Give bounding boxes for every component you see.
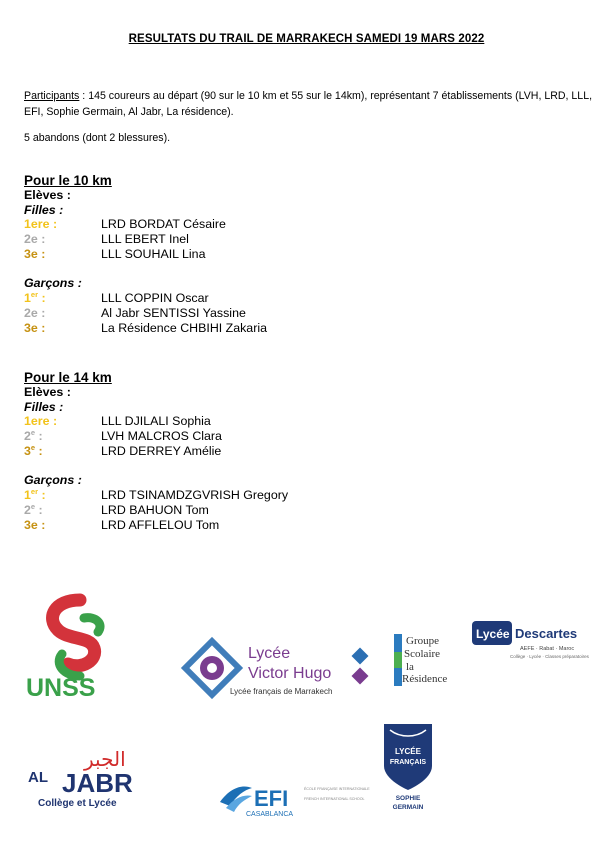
section-10km-title: Pour le 10 km <box>24 173 112 188</box>
runner-name: LLL DJILALI Sophia <box>101 414 211 429</box>
svg-text:JABR: JABR <box>62 768 133 798</box>
svg-text:Lycée: Lycée <box>476 627 510 641</box>
svg-text:SOPHIE: SOPHIE <box>395 795 421 802</box>
efi-logo <box>216 776 370 820</box>
svg-text:Groupe: Groupe <box>406 635 439 647</box>
svg-text:الجبر: الجبر <box>84 747 126 771</box>
result-row <box>24 217 226 232</box>
section-14km <box>24 370 289 533</box>
svg-text:Lycée: Lycée <box>248 645 291 662</box>
result-row <box>24 305 246 321</box>
lycee-descartes-logo <box>470 617 588 663</box>
result-row <box>24 486 289 503</box>
rank-label: 2e : <box>24 232 46 247</box>
eleves-label: Elèves : <box>24 188 71 202</box>
filles-label: Filles : <box>24 202 64 217</box>
result-row <box>24 247 206 262</box>
rank-label: 3e : <box>24 320 46 335</box>
rank-label: 1ere : <box>24 414 58 429</box>
svg-text:Collège · Lycée · Classes prép: Collège · Lycée · Classes préparatoires <box>510 654 589 659</box>
eleves-label: Elèves : <box>24 385 71 399</box>
rank-label: 2e : <box>24 305 46 320</box>
rank-label: 1er : <box>24 486 46 502</box>
runner-name: LLL SOUHAIL Lina <box>101 247 206 262</box>
runner-name: Al Jabr SENTISSI Yassine <box>101 305 246 320</box>
garcons-label: Garçons : <box>24 276 82 291</box>
runner-name: La Résidence CHBIHI Zakaria <box>101 320 267 335</box>
svg-text:Résidence: Résidence <box>402 673 448 685</box>
rank-label: 3e : <box>24 247 46 262</box>
sophie-germain-logo <box>380 722 436 812</box>
result-row <box>24 428 222 444</box>
participants-paragraph <box>24 88 599 120</box>
lvh-logo <box>178 636 373 702</box>
svg-text:ÉCOLE FRANÇAISE INTERNATIONALE: ÉCOLE FRANÇAISE INTERNATIONALE <box>304 787 370 791</box>
rank-label: 1ere : <box>24 217 58 232</box>
runner-name: LRD AFFLELOU Tom <box>101 517 220 532</box>
runner-name: LRD BORDAT Césaire <box>101 217 226 232</box>
rank-label: 3e : <box>24 443 43 459</box>
rank-label: 1er : <box>24 289 46 305</box>
svg-text:Victor Hugo: Victor Hugo <box>248 665 332 682</box>
runner-name: LRD TSINAMDZGVRISH Gregory <box>101 487 289 502</box>
section-10km <box>24 173 267 336</box>
svg-text:CASABLANCA: CASABLANCA <box>246 811 294 818</box>
result-row <box>24 414 211 429</box>
unss-text: UNSS <box>26 674 96 702</box>
rank-label: 3e : <box>24 517 46 532</box>
svg-text:Descartes: Descartes <box>515 626 578 641</box>
result-row <box>24 289 209 306</box>
abandons-text: 5 abandons (dont 2 blessures). <box>24 132 171 144</box>
svg-text:LYCÉE: LYCÉE <box>395 747 421 756</box>
svg-text:FRENCH INTERNATIONAL SCHOOL: FRENCH INTERNATIONAL SCHOOL <box>304 797 365 801</box>
svg-text:EFI: EFI <box>254 786 289 811</box>
result-row <box>24 517 220 533</box>
la-residence-logo <box>392 632 458 688</box>
runner-name: LLL COPPIN Oscar <box>101 290 209 305</box>
participants-label: Participants <box>24 90 80 102</box>
participants-text: : 145 coureurs au départ (90 sur le 10 km et 55 sur le 14km), représentant 7 établissements (LVH, LRD, LLL, EFI, Sophie Germain, Al Jabr, La résidence). <box>24 90 593 118</box>
svg-text:Lycée français de Marrakech: Lycée français de Marrakech <box>230 687 333 696</box>
svg-text:la: la <box>406 661 414 673</box>
rank-label: 2e : <box>24 501 43 517</box>
result-row <box>24 232 189 247</box>
runner-name: LRD BAHUON Tom <box>101 502 209 517</box>
svg-text:AL: AL <box>28 769 48 786</box>
al-jabr-logo <box>26 746 144 812</box>
svg-text:AEFE · Rabat · Maroc: AEFE · Rabat · Maroc <box>520 646 575 652</box>
svg-text:Collège et Lycée: Collège et Lycée <box>38 798 117 809</box>
svg-text:GERMAIN: GERMAIN <box>392 804 424 811</box>
runner-name: LLL EBERT Inel <box>101 232 189 247</box>
runner-name: LRD DERREY Amélie <box>101 444 222 459</box>
rank-label: 2e : <box>24 428 43 444</box>
section-14km-title: Pour le 14 km <box>24 370 112 385</box>
result-row <box>24 501 209 518</box>
result-row <box>24 443 222 459</box>
result-row <box>24 320 267 336</box>
page-title: RESULTATS DU TRAIL DE MARRAKECH SAMEDI 19 MARS 2022 <box>128 33 485 45</box>
unss-logo <box>24 594 136 702</box>
svg-text:FRANÇAIS: FRANÇAIS <box>389 759 427 766</box>
runner-name: LVH MALCROS Clara <box>101 429 222 444</box>
svg-text:Scolaire: Scolaire <box>404 648 441 660</box>
filles-label: Filles : <box>24 399 64 414</box>
garcons-label: Garçons : <box>24 473 82 488</box>
